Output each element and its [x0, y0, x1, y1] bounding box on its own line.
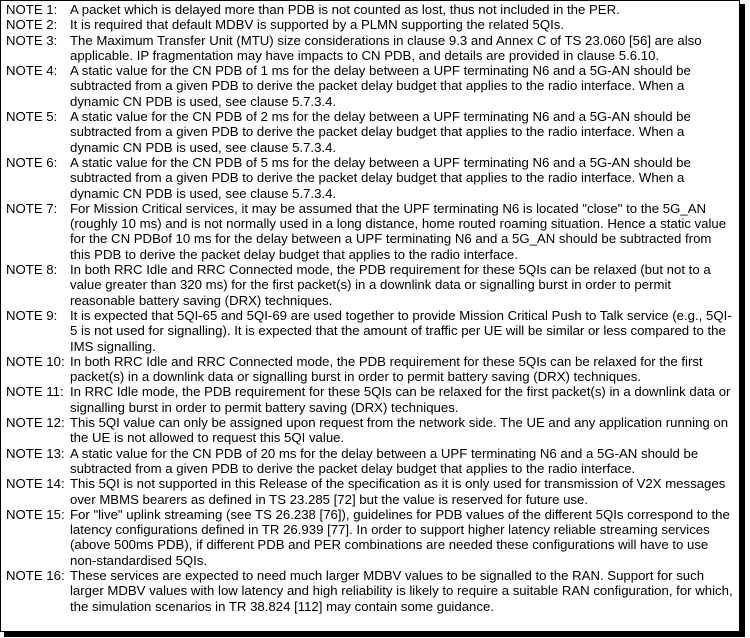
note-text: These services are expected to need much larger MDBV values to be signalled to the RAN. Support for such larger MDBV values with low latency and high reliability is likely to require a suitable RAN configuration, for which, the simulation scenarios in TR 38.824 [112] may contain some guidance.: [70, 567, 733, 614]
note-text: A static value for the CN PDB of 20 ms for the delay between a UPF terminating N6 and a 5G-AN should be subtracted from a given PDB to derive the packet delay budget that applies to the radio interface.: [70, 445, 699, 476]
note-text: In RRC Idle mode, the PDB requirement for these 5QIs can be relaxed for the first packet(s) in a downlink data or signalling burst in order to permit battery saving (DRX) techniques.: [70, 384, 731, 415]
note-text: It is expected that 5QI-65 and 5QI-69 are used together to provide Mission Critical Push to Talk service (e.g., 5QI-5 is not used for signalling). It is expected that the amount of traffic per UE will be similar or less compared to the IMS signalling.: [70, 307, 732, 354]
note-text: For "live" uplink streaming (see TS 26.238 [76]), guidelines for PDB values of the different 5QIs correspond to the latency configurations defined in TR 26.939 [77]. In order to support higher latency reliable streaming services (above 500ms PDB), if different PDB and PER combinations are needed these configurations will have to use non-standardised 5QIs.: [70, 506, 730, 568]
note-text: This 5QI value can only be assigned upon request from the network side. The UE and any application running on the UE is not allowed to request this 5QI value.: [70, 415, 729, 446]
note-text: A packet which is delayed more than PDB is not counted as lost, thus not included in the PER.: [70, 2, 620, 17]
note-text: In both RRC Idle and RRC Connected mode, the PDB requirement for these 5QIs can be relaxed (but not to a value greater than 320 ms) for the first packet(s) in a downlink data or signalling burst in order to permit reasonable battery saving (DRX) techniques.: [70, 262, 711, 308]
note-text: It is required that default MDBV is supported by a PLMN supporting the related 5QIs.: [70, 17, 565, 33]
note-text: A static value for the CN PDB of 5 ms for the delay between a UPF terminating N6 and a 5G-AN should be subtracted from a given PDB to derive the packet delay budget that applies to the radio interface. When a dynamic CN PDB is used, see clause 5.7.3.4.: [70, 154, 691, 201]
note-label: NOTE 12:: [6, 415, 65, 431]
note-8: [6, 262, 735, 308]
note-6: [6, 155, 735, 201]
note-11: [6, 384, 735, 415]
table-shadow-right: [740, 4, 745, 637]
note-16: [6, 568, 735, 614]
note-label: NOTE 3:: [6, 32, 58, 48]
table-shadow-bottom: [4, 632, 745, 637]
note-label: NOTE 2:: [6, 17, 58, 33]
note-10: [6, 354, 735, 385]
note-text: For Mission Critical services, it may be assumed that the UPF terminating N6 is located "close" to the 5G_AN (roughly 10 ms) and is not normally used in a long distance, home routed roaming situation. Hence a static value for the CN PDBof 10 ms for the delay between a UPF terminating N6 and a 5G_AN should be subtracted from this PDB to derive the packet delay budget that applies to the radio interface.: [70, 200, 727, 262]
note-1: [6, 2, 735, 17]
note-label: NOTE 7:: [6, 200, 58, 216]
note-5: [6, 109, 735, 155]
note-label: NOTE 6:: [6, 154, 58, 170]
note-label: NOTE 13:: [6, 445, 65, 461]
note-text: In both RRC Idle and RRC Connected mode, the PDB requirement for these 5QIs can be relaxed for the first packet(s) in a downlink data or signalling burst in order to permit battery saving (DRX) techniques.: [70, 353, 703, 385]
note-label: NOTE 15:: [6, 506, 65, 522]
note-label: NOTE 11:: [6, 384, 64, 400]
note-label: NOTE 10:: [6, 353, 65, 369]
note-text: The Maximum Transfer Unit (MTU) size considerations in clause 9.3 and Annex C of TS 23.060 [56] are also applicable. IP fragmentation may have impacts to CN PDB, and details are provided in clause 5.6.10.: [70, 32, 702, 63]
note-label: NOTE 8:: [6, 262, 58, 278]
note-9: [6, 308, 735, 354]
note-3: [6, 33, 735, 64]
note-13: [6, 446, 735, 477]
note-label: NOTE 4:: [6, 63, 58, 79]
note-text: This 5QI is not supported in this Release of the specification as it is only used for transmission of V2X messages over MBMS bearers as defined in TS 23.285 [72] but the value is reserved for future use.: [70, 476, 726, 507]
note-label: NOTE 14:: [6, 476, 65, 492]
note-7: [6, 201, 735, 262]
note-label: NOTE 16:: [6, 567, 65, 583]
note-15: [6, 507, 735, 568]
note-12: [6, 415, 735, 446]
note-4: [6, 63, 735, 109]
note-label: NOTE 9:: [6, 307, 58, 323]
note-14: [6, 476, 735, 507]
note-label: NOTE 1:: [6, 2, 58, 17]
note-2: [6, 17, 735, 32]
note-text: A static value for the CN PDB of 2 ms for the delay between a UPF terminating N6 and a 5G-AN should be subtracted from a given PDB to derive the packet delay budget that applies to the radio interface. When a dynamic CN PDB is used, see clause 5.7.3.4.: [70, 109, 691, 155]
note-text: A static value for the CN PDB of 1 ms for the delay between a UPF terminating N6 and a 5G-AN should be subtracted from a given PDB to derive the packet delay budget that applies to the radio interface. When a dynamic CN PDB is used, see clause 5.7.3.4.: [70, 63, 691, 109]
note-label: NOTE 5:: [6, 109, 58, 125]
